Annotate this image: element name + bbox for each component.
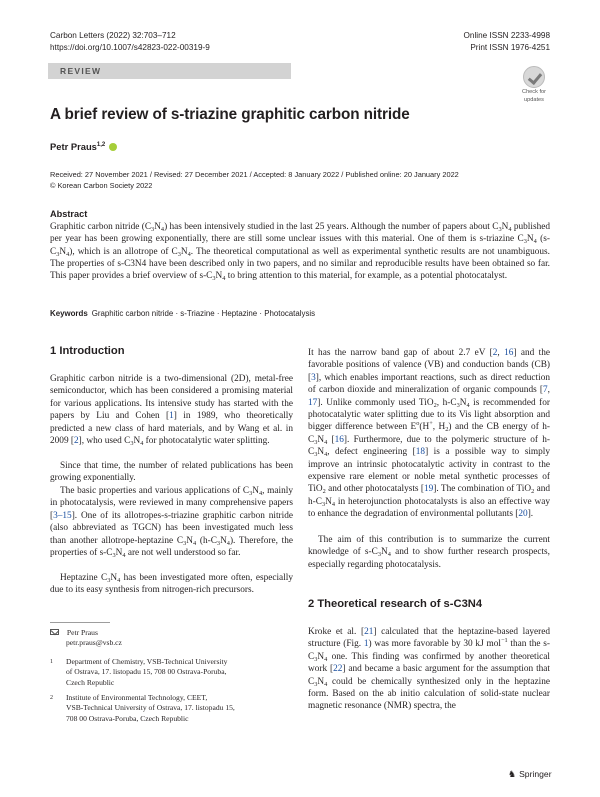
- abstract-heading: Abstract: [50, 209, 88, 219]
- section-1-heading: 1 Introduction: [50, 345, 125, 357]
- section-2-heading: 2 Theoretical research of s-C3N4: [308, 598, 483, 610]
- dates-line: Received: 27 November 2021 / Revised: 27 December 2021 / Accepted: 8 January 2022 / Published online: 20 January 2022: [50, 170, 459, 179]
- issn-print: Print ISSN 1976-4251: [470, 43, 550, 52]
- footnote-1-number: 1: [50, 659, 53, 665]
- intro-paragraph-6: The aim of this contribution is to summarize the current knowledge of $s-C_3N_4$ and to show further research prospects, especially regarding photocatalysis.: [308, 535, 550, 570]
- abstract-text: Graphitic carbon nitride $(C_3N_4)$ has been intensively studied in the last 25 years. Although the number of papers about $C_3N_4$ published per year has been growing exponentially, there are still some unclear issues with this material. One of them is s-triazine $C_3N_4$ $(s-C_3N_4)$, which is an allotrope of $C_3N_4$. The theoretical computational as well as experimental synthetic results are not unambiguous. The properties of s-C3N4 have been described only in two papers, and no similar and reproducible results have been obtained so far. This paper provides a brief overview of $s-C_3N_4$ to bring attention to this material, for example, as a potential photocatalyst.: [50, 222, 550, 283]
- article-type-label: REVIEW: [60, 66, 102, 76]
- author-line: [50, 141, 117, 152]
- badge-line2: updates: [524, 96, 544, 103]
- intro-paragraph-3: The basic properties and various applications of $C_3N_4$, mainly in photocatalysis, were reviewed in many comprehensive papers [3–15]. One of its allotropes-s-triazine graphitic carbon nitride (also abbreviated as TGCN) has been investigated much less than another allotrope-heptazine $C_3N_4$ $(h-C_3N_4)$. Therefore, the properties of $s-C_3N_4$ are not well understood so far.: [50, 486, 293, 560]
- keywords-text: Graphitic carbon nitride · s-Triazine · Heptazine · Photocatalysis: [91, 309, 316, 318]
- section-2-paragraph-1: Kroke et al. [21] calculated that the heptazine-based layered structure (Fig. 1) was more favorable by 30 kJ mol$^{-1}$ than the $s-C_3N_4$ one. This finding was confirmed by another theoretical work [22] and became a basic argument for the assumption that $C_3N_4$ could be chemically synthesized only in the heptazine form. Based on the ab initio calculation of solid-state nuclear magnetic resonance (NMR) spectra, the: [308, 627, 551, 712]
- checkmark-icon: [523, 66, 545, 88]
- intro-paragraph-2: Since that time, the number of related publications has been growing exponentially.: [50, 461, 293, 484]
- issn-online: Online ISSN 2233-4998: [463, 31, 550, 40]
- springer-horse-icon: ♞: [508, 769, 517, 779]
- author-name[interactable]: Petr Praus: [50, 141, 97, 152]
- contact-name: Petr Praus: [66, 628, 98, 637]
- copyright-line: © Korean Carbon Society 2022: [50, 181, 153, 191]
- author-affiliation: 1,2: [96, 142, 106, 148]
- check-for-updates-badge[interactable]: [517, 66, 551, 102]
- doi-link[interactable]: https://doi.org/10.1007/s42823-022-00319-9: [50, 43, 210, 52]
- footnote-2-number: 2: [50, 695, 53, 701]
- footnote-2: Institute of Environmental Technology, CEET, VSB-Technical University of Ostrava, 17. listopadu 15, 708 00 Ostrava-Poruba, Czech Republic: [66, 693, 235, 723]
- article-type-bar: [48, 63, 291, 79]
- keywords-label: Keywords: [50, 309, 88, 318]
- article-title: A brief review of s-triazine graphitic carbon nitride: [50, 106, 410, 123]
- orcid-icon[interactable]: [109, 143, 117, 151]
- intro-paragraph-1: Graphitic carbon nitride is a two-dimensional (2D), metal-free semiconductor, which has been considered a promising material for various applications. Its intensive study has started with the papers by Liu and Cohen [1] in 1989, who theoretically predicted a new class of hard materials, and by Wang et al. in 2009 [2], who used $C_3N_4$ for photocatalytic water splitting.: [50, 374, 294, 448]
- envelope-icon: [50, 629, 59, 635]
- corresponding-author: [50, 628, 98, 638]
- publisher-name: Springer: [519, 769, 552, 779]
- keywords-line: [50, 309, 315, 318]
- journal-citation: Carbon Letters (2022) 32:703–712: [50, 31, 176, 40]
- intro-paragraph-5: It has the narrow band gap of about 2.7 eV [2, 16] and the favorable positions of valence (VB) and conduction bands (CB) [3], which enables important reactions, such as direct reduction of carbon dioxide and mineralization of organic compounds [7, 17]. Unlike commonly used TiO$_2$, $h-C_3N_4$ is recommended for photocatalytic water splitting due to its Vis light absorption and bigger difference between $E^o(H^+$, $H_2$) and the CB energy of $h-C_3N_4$ [16]. Furthermore, due to the polymeric structure of $h-C_3N_4$, defect engineering [18] is a possible way to simply improve an intrinsic photocatalytic activity in contrast to the expensive rare element or noble metal synthetic processes of TiO$_2$ and other photocatalysts [19]. The combination of TiO$_2$ and $h-C_3N_4$ in heterojunction photocatalysts is also an effective way to enhance the degradation of environmental pollutants [20].: [308, 348, 551, 520]
- springer-logo: [508, 769, 552, 780]
- contact-email[interactable]: petr.praus@vsb.cz: [66, 638, 122, 647]
- footnote-divider: [50, 622, 110, 623]
- publication-dates: [50, 169, 459, 191]
- footnote-1: Department of Chemistry, VSB-Technical University of Ostrava, 17. listopadu 15, 708 00 Ostrava-Poruba, Czech Republic: [66, 657, 228, 687]
- intro-paragraph-4: Heptazine $C_3N_4$ has been investigated more often, especially due to its easy synthesis from nitrogen-rich precursors.: [50, 573, 293, 596]
- badge-line1: Check for: [522, 89, 546, 95]
